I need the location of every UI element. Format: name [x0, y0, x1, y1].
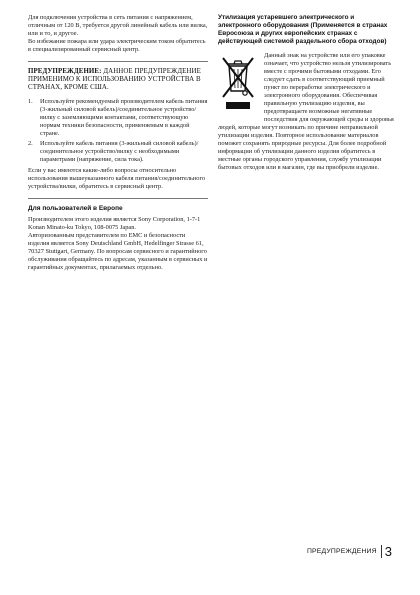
- crossed-out-wheelie-bin-icon: [218, 53, 258, 117]
- warning-label: ПРЕДУПРЕЖДЕНИЕ:: [28, 68, 102, 75]
- disposal-paragraph: Данный знак на устройстве или его упаковке означает, что устройство нельзя утилизировать вместе с прочими бытовыми отходами. Его следует сдать в соответствующий приемный пункт по переработке электрического и электронного оборудования. Обеспечивая правильную утилизацию изделия, вы предотвращаете возможные негативные последствия для окружающей среды и здоровья людей, которые могут возникать по причине неправильной утилизации изделия. Повторное использование материалов поможет сохранять природные ресурсы. Для более подробной информации об утилизации данного изделия обратитесь в местные органы городского управления, службу утилизации бытовых отходов или в магазин, где вы приобрели изделие.: [218, 52, 394, 171]
- page-footer: [307, 544, 392, 559]
- page-number: 3: [384, 544, 392, 559]
- manufacturer-paragraph: Производителем этого изделия является Sony Corporation, 1-7-1 Konan Minato-ku Tokyo, 108-0075 Japan.: [28, 215, 201, 231]
- europe-heading: Для пользователей в Европе: [28, 204, 123, 212]
- intro-paragraph: Для подключения устройства в сеть питания с напряжением, отличным от 120 В, требуется другой линейный кабель или вилка, или и то, и другое.: [28, 14, 208, 37]
- questions-paragraph: Если у вас имеются какие-либо вопросы относительно использования вышеуказанного кабеля питания/соединительного устройства/вилки, обратитесь в сервисный центр.: [28, 166, 206, 190]
- footer-separator: [381, 545, 382, 558]
- list-item: [28, 140, 208, 164]
- list-item: [28, 98, 208, 138]
- list-item-text: Используйте рекомендуемый производителем кабель питания (3-жильный силовой кабель)/соединительное устройство/вилку с заземляющими контактами, соответствующую нормам техники безопасности, применяемым в каждой стране.: [40, 97, 208, 137]
- divider: [28, 61, 208, 62]
- list-item-number: 2.: [28, 139, 33, 147]
- right-column: [218, 14, 396, 172]
- warning-text: ДАННОЕ ПРЕДУПРЕЖДЕНИЕ ПРИМЕНИМО К ИСПОЛЬЗОВАНИЮ УСТРОЙСТВА В СТРАНАХ, КРОМЕ США.: [28, 68, 201, 92]
- disposal-section: [218, 52, 396, 172]
- warning-block: [28, 68, 208, 93]
- requirements-list: [28, 98, 208, 164]
- list-item-text: Используйте кабель питания (3-жильный силовой кабель)/соединительное устройство/вилку с необходимыми параметрами (напряжение, сила тока).: [40, 139, 199, 163]
- section-label: ПРЕДУПРЕЖДЕНИЯ: [306, 548, 377, 555]
- representative-paragraph: Авторизованным представителем по EMC и безопасности изделия является Sony Deutschland GmbH, Hedelfinger Strasse 61, 70327 Stuttgart, Germany. По вопросам сервисного и гарантийного обслуживания обращайтесь по адресам, указанным в сервисных и гарантийных документах, прилагаемых отдельно.: [28, 231, 208, 271]
- list-item-number: 1.: [28, 97, 33, 105]
- disposal-heading: Утилизация устаревшего электрического и электронного оборудования (Применяется в странах Евросоюза и других европейских странах с действующей системой раздельного сбора отходов): [218, 14, 388, 45]
- divider: [28, 198, 208, 199]
- fire-warning-paragraph: Во избежание пожара или удара электрическим током обратитесь в специализированный сервисный центр.: [28, 38, 206, 53]
- left-column: [28, 14, 208, 272]
